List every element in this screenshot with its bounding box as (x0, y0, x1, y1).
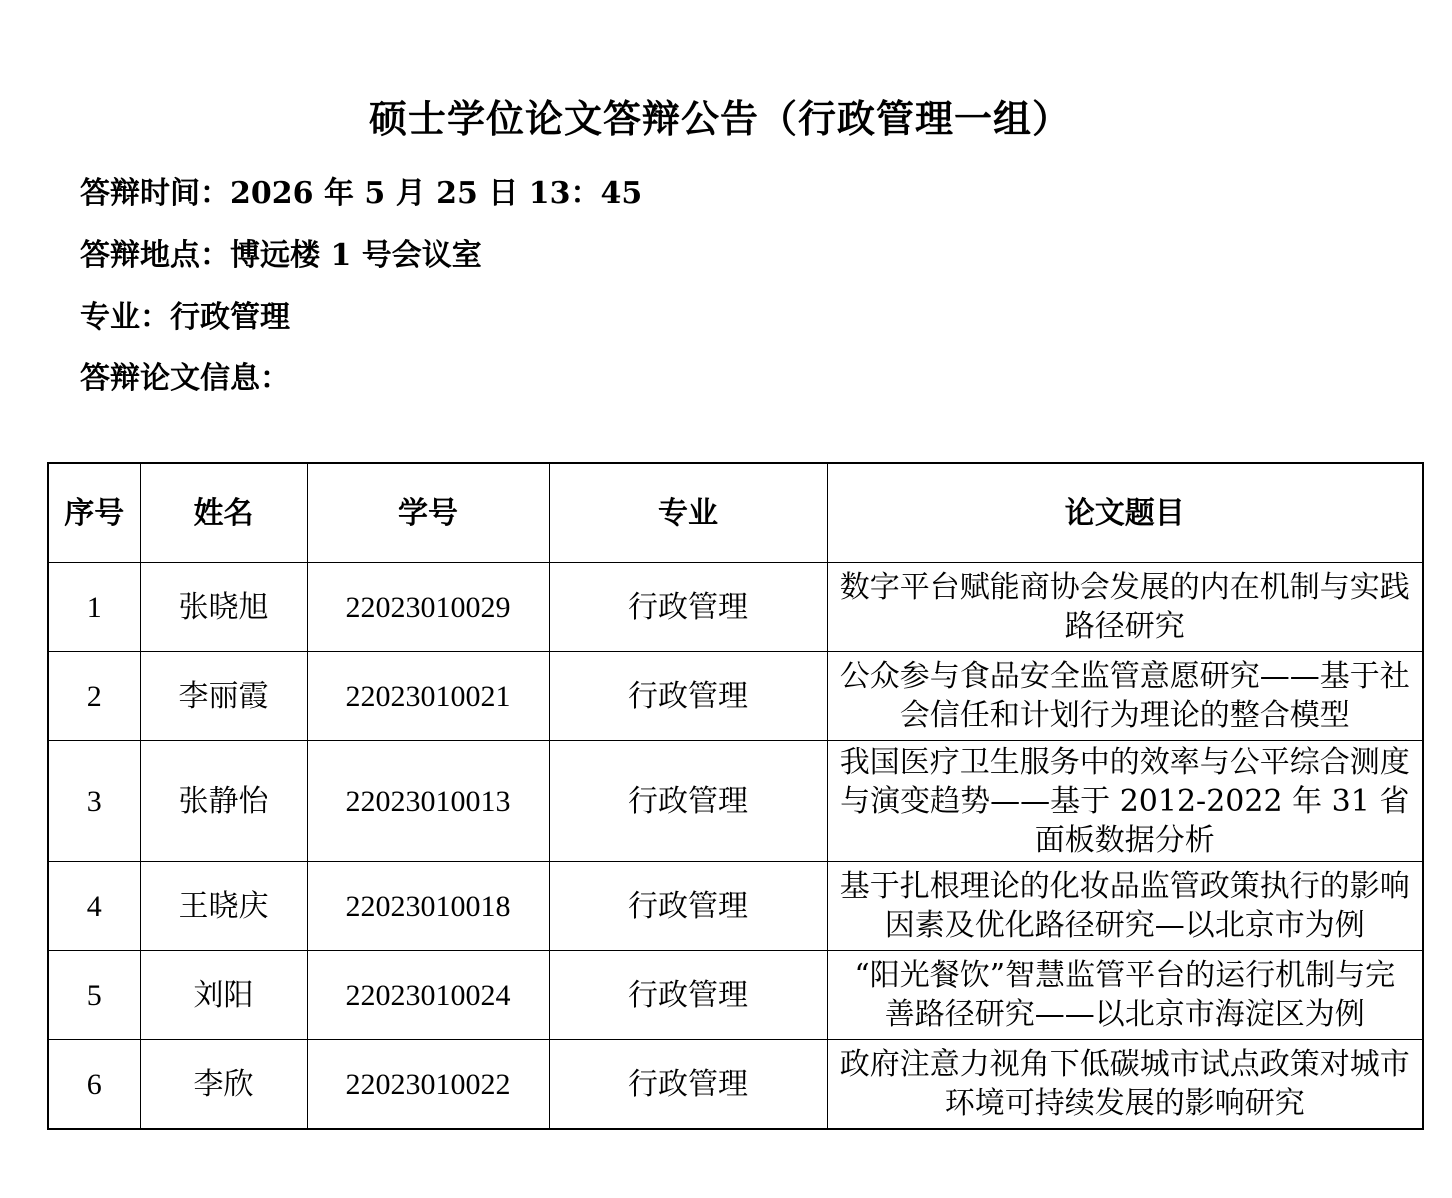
header-major: 专业 (549, 463, 827, 563)
table-row (48, 862, 1423, 951)
cell-index: 6 (48, 1040, 140, 1130)
defense-time-label: 答辩时间： (80, 176, 230, 211)
cell-major: 行政管理 (549, 951, 827, 1040)
cell-student-id: 22023010024 (307, 951, 549, 1040)
cell-thesis-title: 基于扎根理论的化妆品监管政策执行的影响因素及优化路径研究—以北京市为例 (827, 862, 1423, 951)
major-label: 专业： (80, 300, 170, 335)
defense-place-value: 博远楼 1 号会议室 (230, 238, 482, 273)
cell-thesis-title: 公众参与食品安全监管意愿研究——基于社会信任和计划行为理论的整合模型 (827, 652, 1423, 741)
defense-place-label: 答辩地点： (80, 238, 230, 273)
cell-thesis-title: 我国医疗卫生服务中的效率与公平综合测度与演变趋势——基于 2012-2022 年 31 省面板数据分析 (827, 741, 1423, 862)
table-row (48, 652, 1423, 741)
thesis-info-label: 答辩论文信息： (80, 361, 290, 396)
cell-major: 行政管理 (549, 652, 827, 741)
cell-index: 1 (48, 563, 140, 652)
header-name: 姓名 (140, 463, 307, 563)
cell-name: 张晓旭 (140, 563, 307, 652)
cell-major: 行政管理 (549, 1040, 827, 1130)
header-student-id: 学号 (307, 463, 549, 563)
cell-student-id: 22023010013 (307, 741, 549, 862)
cell-major: 行政管理 (549, 741, 827, 862)
table-row (48, 1040, 1423, 1130)
defense-time-value: 2026 年 5 月 25 日 13：45 (230, 176, 643, 211)
cell-student-id: 22023010018 (307, 862, 549, 951)
cell-index: 4 (48, 862, 140, 951)
table-row (48, 951, 1423, 1040)
cell-name: 李丽霞 (140, 652, 307, 741)
cell-name: 刘阳 (140, 951, 307, 1040)
cell-index: 3 (48, 741, 140, 862)
cell-name: 王晓庆 (140, 862, 307, 951)
cell-name: 张静怡 (140, 741, 307, 862)
thesis-info-line (80, 353, 290, 397)
defense-time-line (80, 168, 642, 212)
table-row (48, 563, 1423, 652)
cell-student-id: 22023010029 (307, 563, 549, 652)
cell-name: 李欣 (140, 1040, 307, 1130)
cell-index: 5 (48, 951, 140, 1040)
major-value: 行政管理 (170, 300, 290, 335)
cell-thesis-title: “阳光餐饮”智慧监管平台的运行机制与完善路径研究——以北京市海淀区为例 (827, 951, 1423, 1040)
table-header-row (48, 463, 1423, 563)
defense-table (47, 462, 1424, 1130)
cell-major: 行政管理 (549, 563, 827, 652)
cell-student-id: 22023010021 (307, 652, 549, 741)
cell-thesis-title: 政府注意力视角下低碳城市试点政策对城市环境可持续发展的影响研究 (827, 1040, 1423, 1130)
defense-place-line (80, 230, 482, 274)
cell-student-id: 22023010022 (307, 1040, 549, 1130)
cell-thesis-title: 数字平台赋能商协会发展的内在机制与实践路径研究 (827, 563, 1423, 652)
table-row (48, 741, 1423, 862)
major-line (80, 292, 290, 336)
page-title: 硕士学位论文答辩公告（行政管理一组） (368, 96, 1071, 141)
header-thesis-title: 论文题目 (827, 463, 1423, 563)
cell-index: 2 (48, 652, 140, 741)
cell-major: 行政管理 (549, 862, 827, 951)
header-index: 序号 (48, 463, 140, 563)
